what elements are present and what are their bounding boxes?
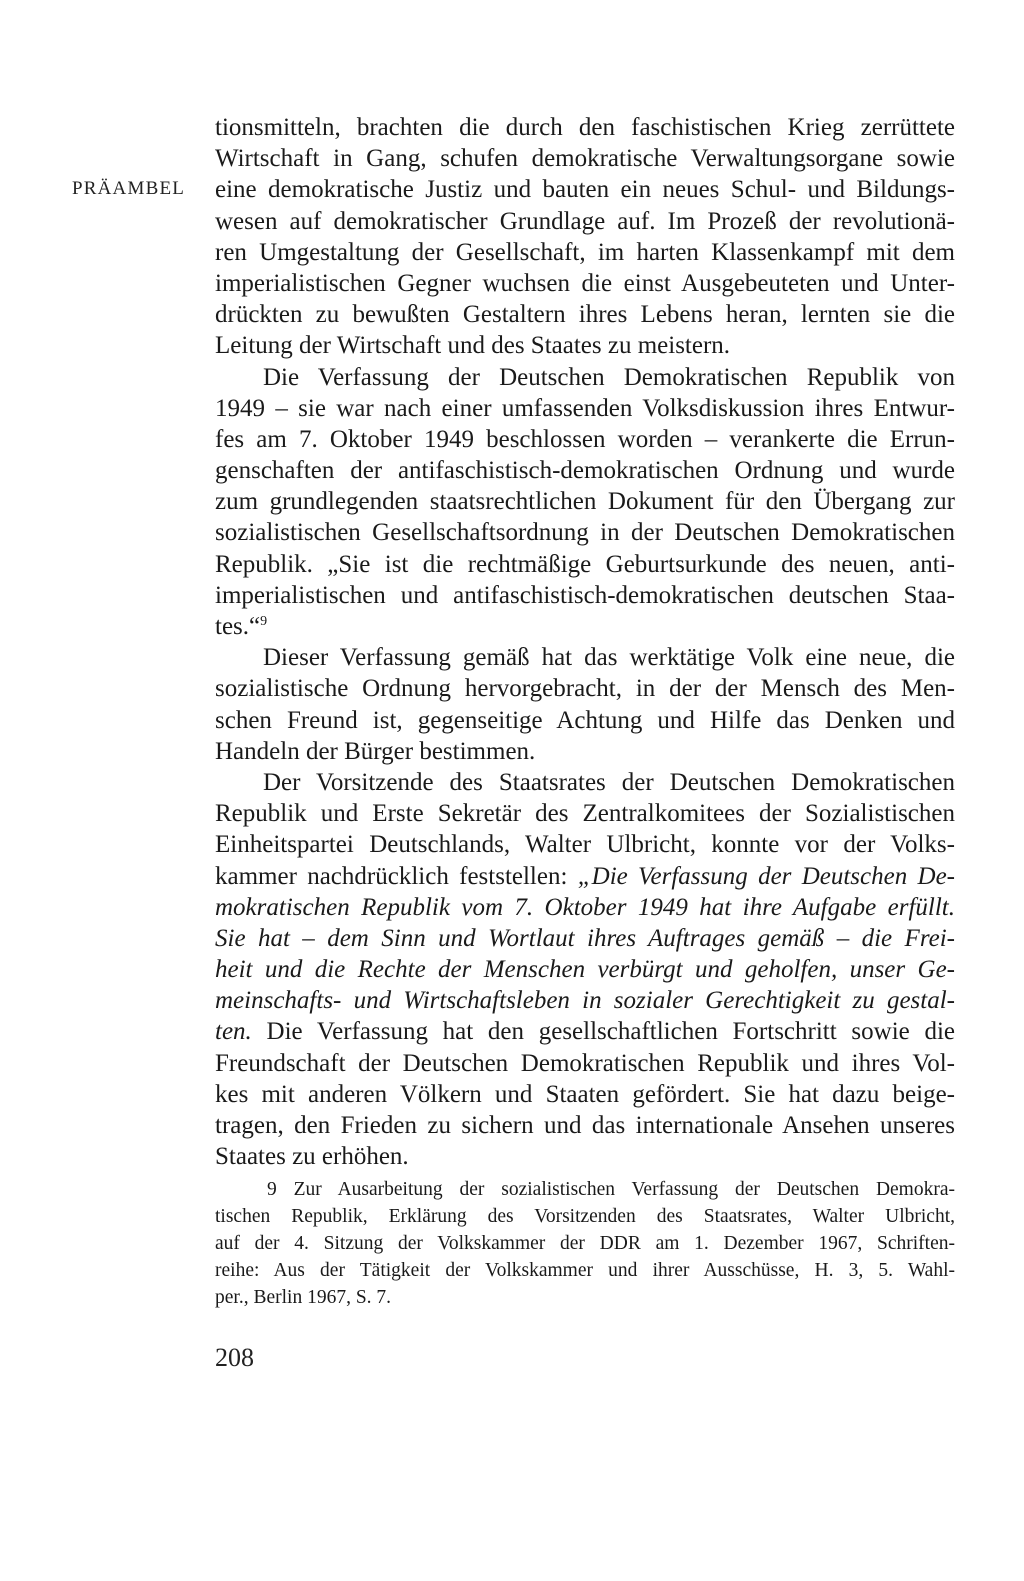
footnote-line: tischen Republik, Erklärung des Vorsitzenden des Staatsrates, Walter Ulbricht, xyxy=(215,1206,955,1227)
footnote-line: 9 Zur Ausarbeitung der sozialistischen Verfassung der Deutschen Demokra- xyxy=(267,1179,955,1200)
footnote-line: auf der 4. Sitzung der Volkskammer der DDR am 1. Dezember 1967, Schriften- xyxy=(215,1233,955,1254)
text-line: wesen auf demokratischer Grundlage auf. Im Prozeß der revolutionä- xyxy=(215,207,955,235)
text-line: schen Freund ist, gegenseitige Achtung und Hilfe das Denken und xyxy=(215,706,955,734)
footnote-line: reihe: Aus der Tätigkeit der Volkskammer und ihrer Ausschüsse, H. 3, 5. Wahl- xyxy=(215,1260,955,1281)
text-line: kes mit anderen Völkern und Staaten gefördert. Sie hat dazu beige- xyxy=(215,1080,955,1108)
text-line: Republik. „Sie ist die rechtmäßige Geburtsurkunde des neuen, anti- xyxy=(215,550,955,578)
quotation-text: heit und die Rechte der Menschen verbürgt und geholfen, unser Ge- xyxy=(215,956,955,984)
quotation-text: ten. xyxy=(215,1018,252,1046)
text-line: eine demokratische Justiz und bauten ein neues Schul- und Bildungs- xyxy=(215,176,955,204)
text-line: ren Umgestaltung der Gesellschaft, im harten Klassenkampf mit dem xyxy=(215,238,955,266)
footnote xyxy=(215,1176,955,1311)
quotation-text: Sie hat – dem Sinn und Wortlaut ihres Auftrages gemäß – die Frei- xyxy=(215,924,955,952)
text-line: Handeln der Bürger bestimmen. xyxy=(215,737,536,765)
text-line xyxy=(215,954,955,985)
text-line: tragen, den Frieden zu sichern und das internationale Ansehen unseres xyxy=(215,1112,955,1139)
text-line: Wirtschaft in Gang, schufen demokratische Verwaltungsorgane sowie xyxy=(215,145,955,173)
text-line: 1949 – sie war nach einer umfassenden Volksdiskussion ihres Entwur- xyxy=(215,394,955,422)
text-line: kammer nachdrücklich feststellen: „Die Verfassung der Deutschen De- xyxy=(215,862,955,890)
text-line: Einheitspartei Deutschlands, Walter Ulbricht, konnte vor der Volks- xyxy=(215,831,955,859)
body-text xyxy=(215,112,955,1172)
quotation-text: mokratischen Republik vom 7. Oktober 1949 hat ihre Aufgabe erfüllt. xyxy=(215,893,955,921)
text-line: Republik und Erste Sekretär des Zentralkomitees der Sozialistischen xyxy=(215,800,955,828)
text-line: zum grundlegenden staatsrechtlichen Dokument für den Übergang zur xyxy=(215,488,955,516)
text-line: imperialistischen Gegner wuchsen die einst Ausgebeuteten und Unter- xyxy=(215,269,955,297)
page-number: 208 xyxy=(215,1343,254,1372)
text-line: Die Verfassung der Deutschen Demokratischen Republik von xyxy=(263,363,955,391)
text-line: Freundschaft der Deutschen Demokratischen Republik und ihres Vol- xyxy=(215,1049,955,1077)
text-line: tes.“$^9$ xyxy=(215,613,268,640)
text-line: sozialistische Ordnung hervorgebracht, in der der Mensch des Men- xyxy=(215,675,955,703)
text-line: Dieser Verfassung gemäß hat das werktätige Volk eine neue, die xyxy=(263,644,955,672)
text-line xyxy=(215,923,955,954)
text-line: genschaften der antifaschistisch-demokratischen Ordnung und wurde xyxy=(215,457,955,485)
quotation-text: „Die Verfassung der Deutschen De- xyxy=(577,862,955,890)
text-line: fes am 7. Oktober 1949 beschlossen worden – verankerte die Errun- xyxy=(215,425,955,453)
text-line: sozialistischen Gesellschaftsordnung in der Deutschen Demokratischen xyxy=(215,519,955,547)
text-line: Leitung der Wirtschaft und des Staates zu meistern. xyxy=(215,332,731,360)
text-line xyxy=(215,892,955,923)
text-line xyxy=(215,985,955,1016)
text-line: Der Vorsitzende des Staatsrates der Deutschen Demokratischen xyxy=(263,768,955,796)
running-head-label: PRÄAMBEL xyxy=(72,178,186,199)
text-line: drückten zu bewußten Gestaltern ihres Lebens heran, lernten sie die xyxy=(215,301,955,329)
text-line: tionsmitteln, brachten die durch den faschistischen Krieg zerrüttete xyxy=(215,114,955,141)
text-line: Staates zu erhöhen. xyxy=(215,1143,409,1171)
quotation-text: meinschafts- und Wirtschaftsleben in sozialer Gerechtigkeit zu gestal- xyxy=(215,987,955,1015)
text-line: imperialistischen und antifaschistisch-demokratischen deutschen Staa- xyxy=(215,581,955,609)
text-line: ten. Die Verfassung hat den gesellschaftlichen Fortschritt sowie die xyxy=(215,1018,955,1046)
footnote-line: per., Berlin 1967, S. 7. xyxy=(215,1287,392,1308)
footnote-reference: 9 xyxy=(260,614,268,629)
